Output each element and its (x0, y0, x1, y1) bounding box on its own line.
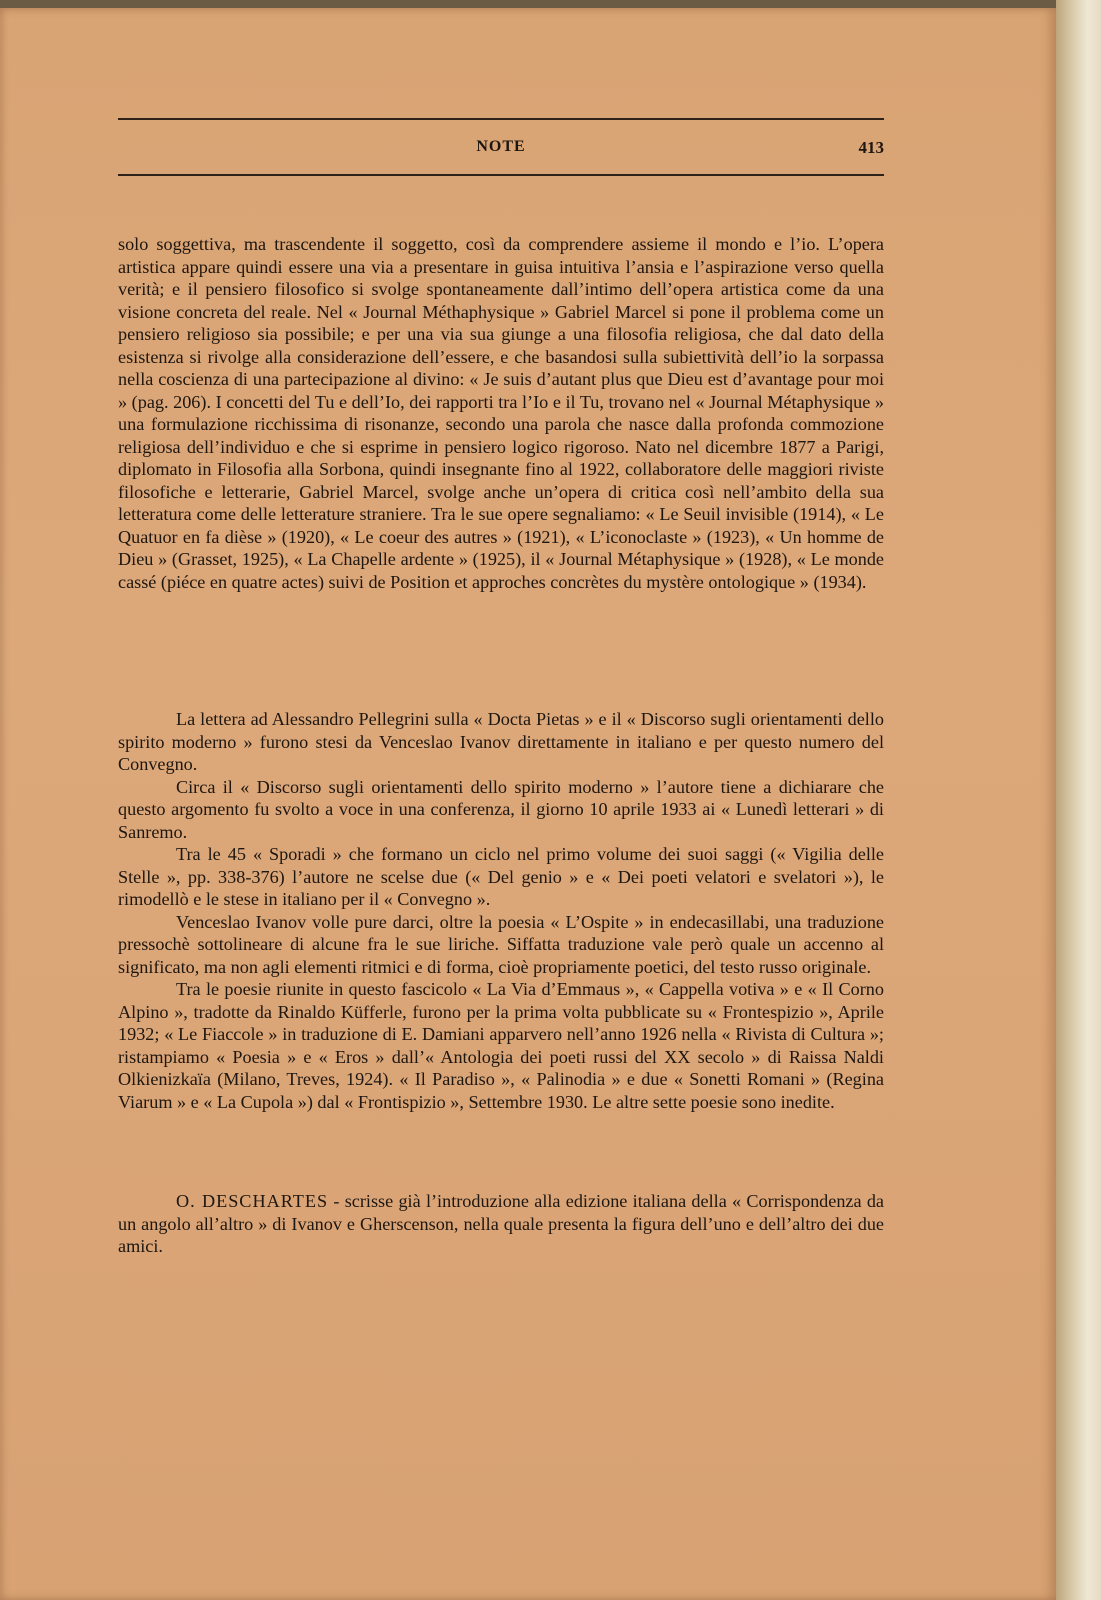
paragraph: Circa il « Discorso sugli orientamenti dello spirito moderno » l’autore tiene a dichiarare che questo argomento fu svolto a voce in una conferenza, il giorno 10 aprile 1933 ai « Lunedì letterari » di Sanremo. (118, 776, 884, 842)
author-name: O. DESCHARTES (176, 1191, 329, 1211)
page-number: 413 (858, 138, 884, 157)
header-title: NOTE (476, 138, 526, 155)
paragraph: Tra le 45 « Sporadi » che formano un ciclo nel primo volume dei suoi saggi (« Vigilia delle Stelle », pp. 338-376) l’autore ne scelse due (« Del genio » e « Dei poeti velatori e svelatori »), le rimodellò e le stese in italiano per il « Convegno ». (118, 844, 884, 909)
paragraph: La lettera ad Alessandro Pellegrini sulla « Docta Pietas » e il « Discorso sugli orientamenti dello spirito moderno » furono stesi da Venceslao Ivanov direttamente in italiano e per questo numero del Convegno. (118, 709, 884, 774)
author-note: - scrisse già l’introduzione alla edizione italiana della « Corrispondenza da un angolo all’altro » di Ivanov e Gherscenson, nella quale presenta la figura dell’uno e dell’altro dei due amici. (118, 1191, 885, 1256)
paragraph (118, 1190, 884, 1258)
note-block-deschartes (118, 1190, 884, 1258)
running-header (118, 118, 884, 176)
book-side-edge (1056, 0, 1101, 1600)
note-block-marcel (118, 233, 884, 593)
paragraph: Venceslao Ivanov volle pure darci, oltre la poesia « L’Ospite » in endecasillabi, una traduzione pressochè sottolineare di alcune fra le sue liriche. Siffatta traduzione vale però quale un accenno al significato, ma non agli elementi ritmici e di forma, cioè propriamente poetici, del testo russo originale. (118, 911, 884, 977)
paragraph: solo soggettiva, ma trascendente il soggetto, così da comprendere assieme il mondo e l’io. L’opera artistica appare quindi essere una via a presentare in guisa intuitiva l’ansia e l’aspirazione verso quella verità; e il pensiero filosofico si svolge spontaneamente dall’intimo dell’opera artistica come da una visione concreta del reale. Nel « Journal Méthaphysique » Gabriel Marcel si pone il problema come un pensiero religioso sia possibile; e per una via sua giunge a una filosofia religiosa, che dal dato della esistenza si rivolge alla considerazione dell’essere, e che basandosi sulla subiettività dell’io la sorpassa nella coscienza di una partecipazione al divino: « Je suis d’autant plus que Dieu est d’avantage pour moi » (pag. 206). I concetti del Tu e dell’Io, dei rapporti tra l’Io e il Tu, trovano nel « Journal Métaphysique » una formulazione ricchissima di risonanze, secondo una parola che nasce dalla profonda commozione religiosa dell’individuo e che si esprime in pensiero logico rigoroso. Nato nel dicembre 1877 a Parigi, diplomato in Filosofia alla Sorbona, quindi insegnante fino al 1922, collaboratore delle maggiori riviste filosofiche e letterarie, Gabriel Marcel, svolge anche un’opera di critica così nell’ambito della sua letteratura come delle letterature straniere. Tra le sue opere segnaliamo: « Le Seuil invisible (1914), « Le Quatuor en fa dièse » (1920), « Le coeur des autres » (1921), « L’iconoclaste » (1923), « Un homme de Dieu » (Grasset, 1925), « La Chapelle ardente » (1925), il « Journal Métaphysique » (1928), « Le monde cassé (piéce en quatre actes) suivi de Position et approches concrètes du mystère ontologique » (1934). (118, 234, 884, 592)
note-block-ivanov (118, 708, 884, 1113)
paragraph: Tra le poesie riunite in questo fascicolo « La Via d’Emmaus », « Cappella votiva » e « Il Corno Alpino », tradotte da Rinaldo Küfferle, furono per la prima volta pubblicate su « Frontespizio », Aprile 1932; « Le Fiaccole » in traduzione di E. Damiani apparvero nell’anno 1926 nella « Rivista di Cultura »; ristampiamo « Poesia » e « Eros » dall’« Antologia dei poeti russi del XX secolo » di Raissa Naldi Olkienizkaïa (Milano, Treves, 1924). « Il Paradiso », « Palinodia » e due « Sonetti Romani » (Regina Viarum » e « La Cupola ») dal « Frontispizio », Settembre 1930. Le altre sette poesie sono inedite. (118, 979, 884, 1112)
